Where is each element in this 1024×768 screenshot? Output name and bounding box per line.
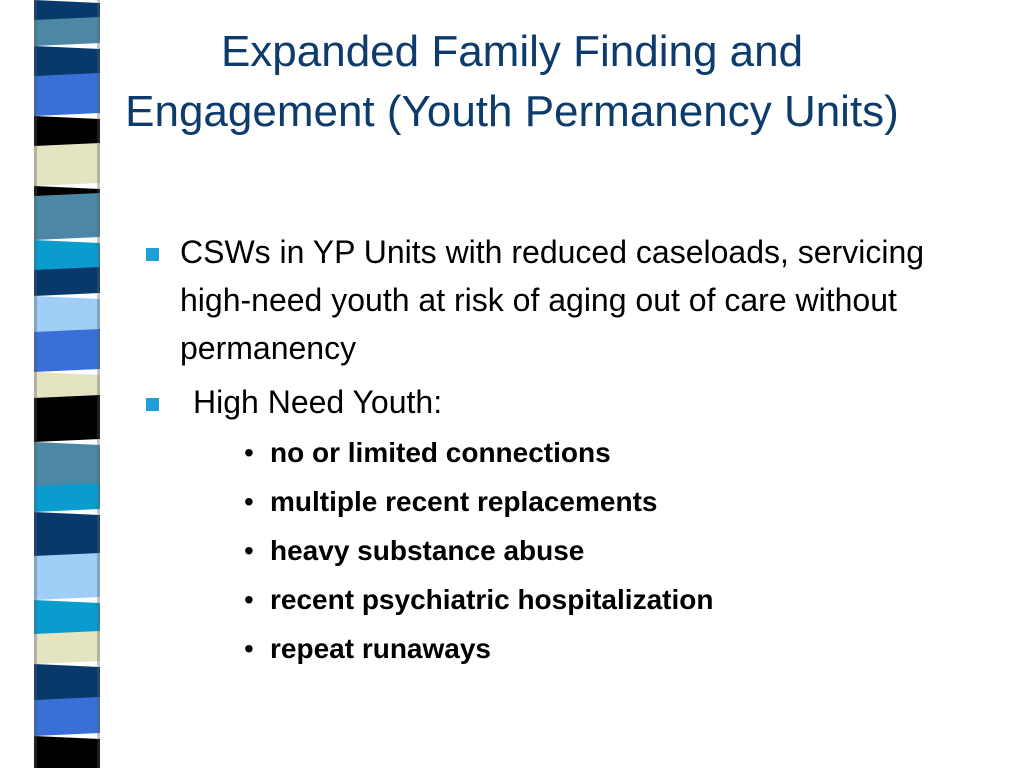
stripe-band — [34, 512, 100, 559]
dot-bullet-icon: • — [244, 633, 254, 664]
stripe-band — [34, 17, 100, 46]
sub-bullet-item — [240, 428, 1000, 477]
bullet-item — [140, 228, 1000, 372]
slide-body — [140, 228, 1000, 673]
sub-bullet-item — [240, 526, 1000, 575]
bullet-text: CSWs in YP Units with reduced caseloads, servicing high-need youth at risk of aging out of care without permanency — [180, 234, 925, 366]
sub-bullet-text: multiple recent replacements — [270, 486, 658, 517]
dot-bullet-icon: • — [244, 486, 254, 517]
stripe-band — [34, 736, 100, 768]
stripe-edge — [34, 0, 37, 768]
dot-bullet-icon: • — [244, 437, 254, 468]
stripe-band — [34, 143, 100, 186]
stripe-band — [34, 442, 100, 489]
bullet-item — [140, 378, 1000, 426]
sub-bullet-text: heavy substance abuse — [270, 535, 585, 566]
stripe-band — [34, 664, 100, 703]
stripe-band — [34, 395, 100, 442]
stripe-band — [34, 553, 100, 600]
decorative-stripe — [34, 0, 100, 768]
dot-bullet-icon: • — [244, 584, 254, 615]
square-bullet-icon — [146, 398, 159, 411]
stripe-band — [34, 329, 100, 372]
bullet-text: High Need Youth: — [193, 384, 443, 420]
sub-bullet-item — [240, 477, 1000, 526]
stripe-band — [34, 267, 100, 296]
stripe-band — [34, 73, 100, 116]
slide-title: Expanded Family Finding and Engagement (Youth Permanency Units) — [125, 27, 899, 136]
stripe-band — [34, 631, 100, 664]
stripe-band — [34, 296, 100, 335]
stripe-band — [34, 483, 100, 512]
sub-bullet-text: no or limited connections — [270, 437, 611, 468]
stripe-band — [34, 697, 100, 736]
square-bullet-icon — [146, 248, 159, 261]
sub-bullet-text: repeat runaways — [270, 633, 491, 664]
stripe-band — [34, 193, 100, 240]
sub-bullet-item — [240, 624, 1000, 673]
dot-bullet-icon: • — [244, 535, 254, 566]
sub-bullet-list — [240, 428, 1000, 673]
stripe-edge — [97, 0, 100, 768]
sub-bullet-item — [240, 575, 1000, 624]
sub-bullet-text: recent psychiatric hospitalization — [270, 584, 714, 615]
